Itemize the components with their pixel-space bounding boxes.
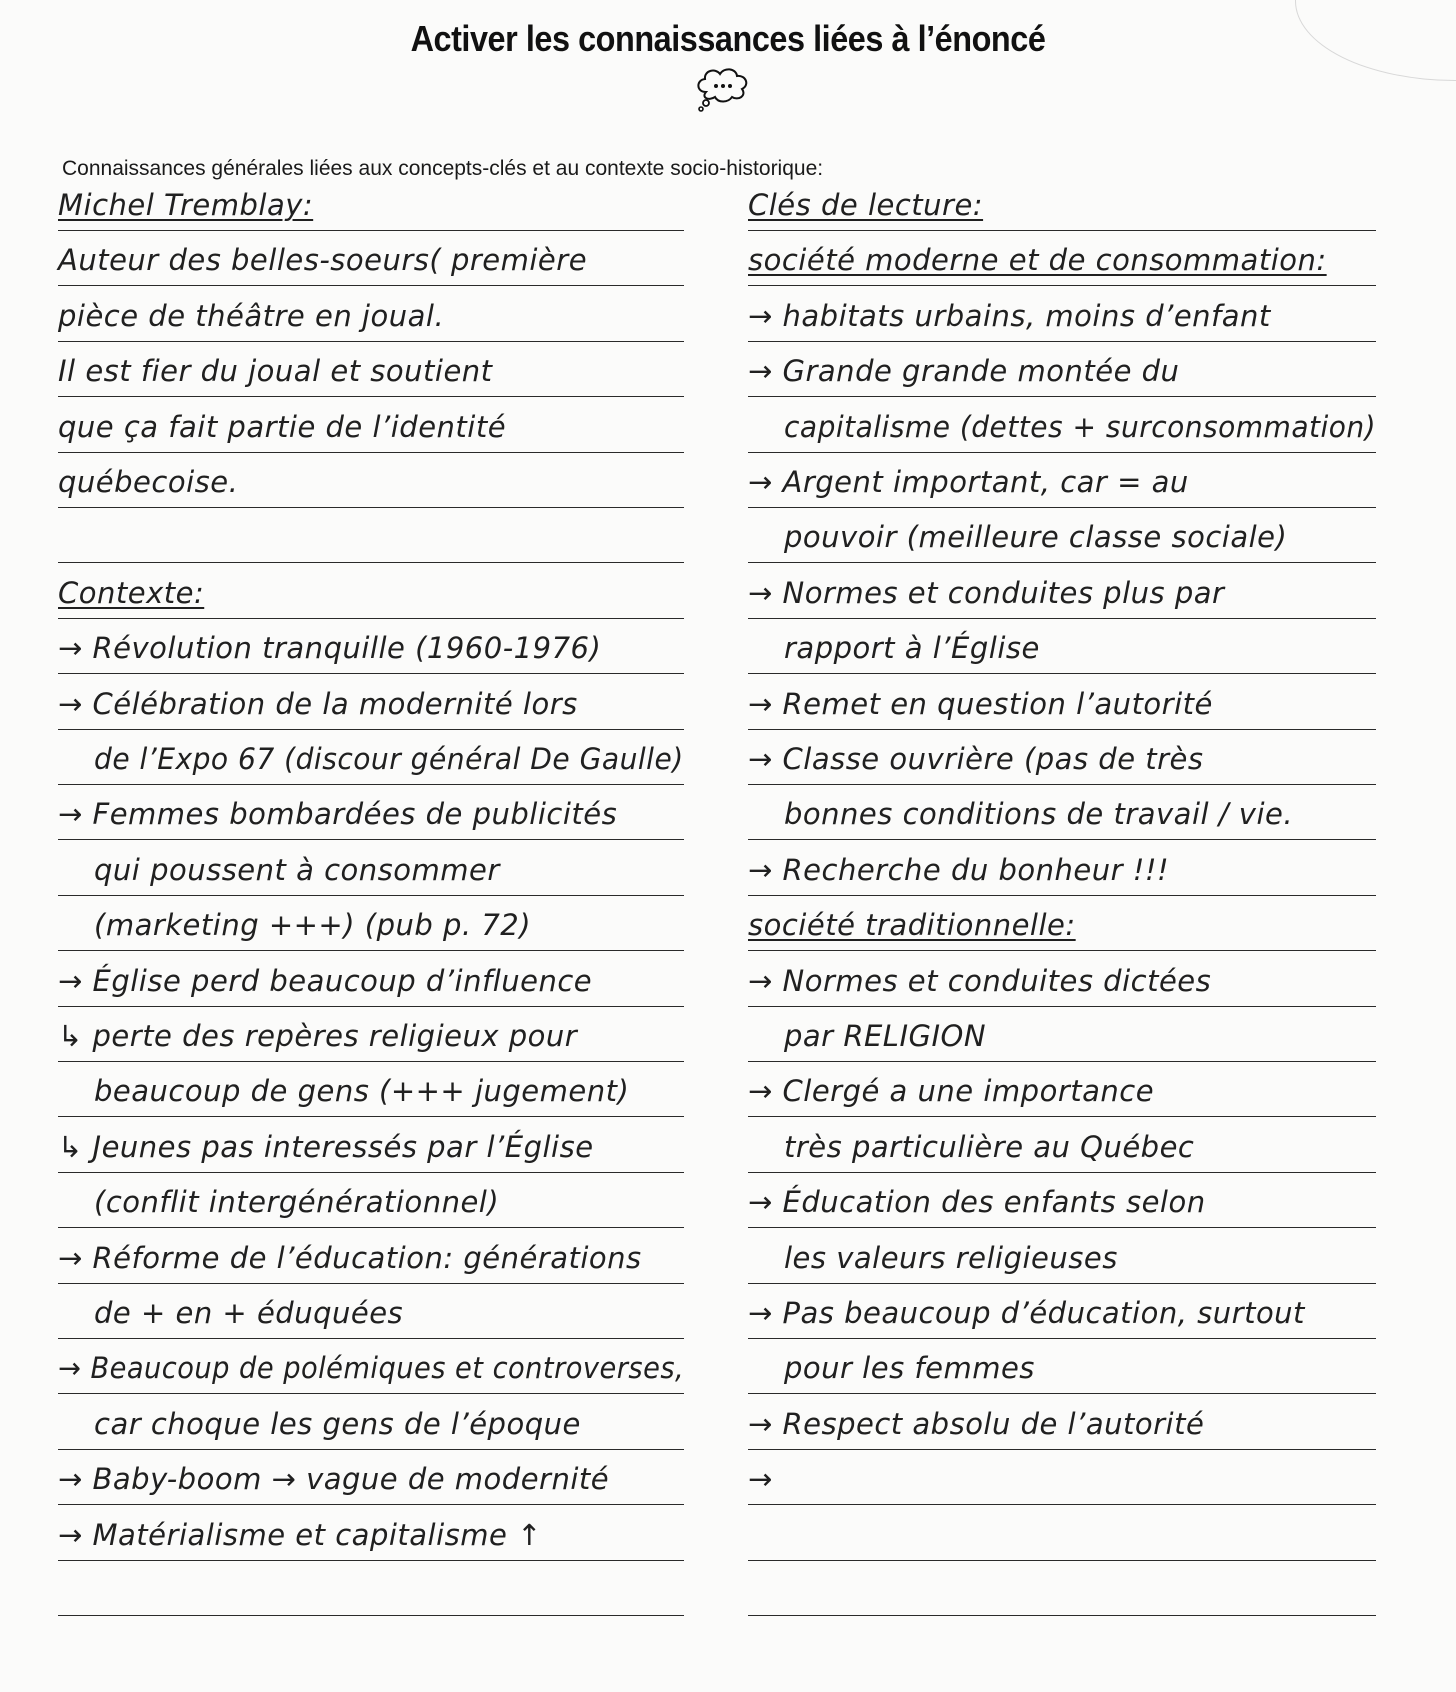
left-handwritten-line: que ça fait partie de l’identité bbox=[58, 409, 507, 444]
ruled-line bbox=[58, 1061, 684, 1062]
right-handwritten-line: → bbox=[748, 1462, 773, 1497]
ruled-line bbox=[58, 341, 684, 342]
right-handwritten-line: capitalisme (dettes + surconsommation) bbox=[784, 409, 1377, 444]
ruled-line bbox=[748, 396, 1376, 397]
ruled-line bbox=[748, 729, 1376, 730]
left-handwritten-line: → Révolution tranquille (1960-1976) bbox=[58, 631, 602, 666]
ruled-line bbox=[748, 618, 1376, 619]
ruled-line bbox=[748, 1338, 1376, 1339]
ruled-line bbox=[58, 1560, 684, 1561]
ruled-line bbox=[748, 452, 1376, 453]
right-handwritten-line: pouvoir (meilleure classe sociale) bbox=[784, 520, 1288, 555]
ruled-line bbox=[748, 507, 1376, 508]
left-handwritten-line: (conflit intergénérationnel) bbox=[94, 1185, 500, 1220]
ruled-line bbox=[58, 507, 684, 508]
ruled-line bbox=[58, 950, 684, 951]
ruled-line bbox=[748, 784, 1376, 785]
ruled-line bbox=[58, 1227, 684, 1228]
left-handwritten-line: de l’Expo 67 (discour général De Gaulle) bbox=[94, 742, 684, 776]
left-handwritten-line: → Beaucoup de polémiques et controverses, bbox=[58, 1351, 685, 1386]
ruled-line bbox=[748, 1449, 1376, 1450]
left-handwritten-line: qui poussent à consommer bbox=[94, 852, 500, 887]
ruled-line bbox=[58, 1283, 684, 1284]
ruled-line bbox=[58, 1615, 684, 1616]
ruled-line bbox=[748, 1172, 1376, 1173]
ruled-line bbox=[748, 1560, 1376, 1561]
left-handwritten-line: ↳ perte des repères religieux pour bbox=[58, 1019, 578, 1053]
ruled-line bbox=[58, 1393, 684, 1394]
right-handwritten-line: pour les femmes bbox=[784, 1351, 1035, 1386]
ruled-line bbox=[748, 1061, 1376, 1062]
right-handwritten-line: → Respect absolu de l’autorité bbox=[748, 1406, 1205, 1441]
right-handwritten-line: les valeurs religieuses bbox=[784, 1240, 1118, 1275]
ruled-line bbox=[58, 1172, 684, 1173]
left-handwritten-line: Auteur des belles-soeurs( première bbox=[58, 243, 588, 278]
ruled-line bbox=[748, 1227, 1376, 1228]
ruled-line bbox=[748, 1615, 1376, 1616]
ruled-line bbox=[748, 839, 1376, 840]
page-title: Activer les connaissances liées à l’énoncé bbox=[410, 18, 1046, 59]
ruled-line bbox=[748, 230, 1376, 231]
left-handwritten-line: → Réforme de l’éducation: générations bbox=[58, 1240, 642, 1275]
ruled-line bbox=[58, 285, 684, 286]
right-handwritten-line: → Normes et conduites dictées bbox=[748, 963, 1212, 998]
left-handwritten-line: → Célébration de la modernité lors bbox=[58, 686, 578, 721]
left-handwritten-line: → Baby-boom → vague de modernité bbox=[58, 1462, 610, 1497]
ruled-line bbox=[748, 1504, 1376, 1505]
ruled-line bbox=[748, 562, 1376, 563]
right-handwritten-line: → Argent important, car = au bbox=[748, 465, 1189, 499]
right-handwritten-line: Clés de lecture: bbox=[748, 188, 984, 222]
right-handwritten-line: société moderne et de consommation: bbox=[748, 243, 1327, 278]
ruled-line bbox=[58, 230, 684, 231]
right-handwritten-line: → Remet en question l’autorité bbox=[748, 686, 1213, 721]
right-handwritten-line: très particulière au Québec bbox=[784, 1129, 1195, 1164]
left-handwritten-line: → Matérialisme et capitalisme ↑ bbox=[58, 1517, 542, 1552]
ruled-line bbox=[58, 562, 684, 563]
ruled-line bbox=[748, 285, 1376, 286]
right-handwritten-line: société traditionnelle: bbox=[748, 908, 1076, 943]
ruled-line bbox=[748, 1116, 1376, 1117]
ruled-line bbox=[58, 1006, 684, 1007]
right-handwritten-line: → Pas beaucoup d’éducation, surtout bbox=[748, 1296, 1305, 1330]
ruled-line bbox=[748, 1006, 1376, 1007]
ruled-line bbox=[58, 452, 684, 453]
thought-bubble-icon bbox=[692, 66, 754, 112]
left-handwritten-line: Contexte: bbox=[58, 575, 205, 610]
ruled-line bbox=[58, 396, 684, 397]
left-handwritten-line: ↳ Jeunes pas interessés par l’Église bbox=[58, 1129, 594, 1164]
left-handwritten-line: québecoise. bbox=[58, 465, 239, 499]
right-handwritten-line: → Classe ouvrière (pas de très bbox=[748, 742, 1204, 776]
left-handwritten-line: beaucoup de gens (+++ jugement) bbox=[94, 1074, 630, 1109]
ruled-line bbox=[58, 1116, 684, 1117]
ruled-line bbox=[58, 1338, 684, 1339]
ruled-line bbox=[58, 618, 684, 619]
ruled-line bbox=[748, 950, 1376, 951]
left-handwritten-line: Michel Tremblay: bbox=[58, 188, 314, 222]
ruled-line bbox=[748, 1283, 1376, 1284]
ruled-line bbox=[58, 673, 684, 674]
left-handwritten-line: → Église perd beaucoup d’influence bbox=[58, 963, 593, 998]
left-handwritten-line: (marketing +++) (pub p. 72) bbox=[94, 908, 532, 943]
right-handwritten-line: → Normes et conduites plus par bbox=[748, 575, 1225, 610]
ruled-line bbox=[748, 1393, 1376, 1394]
right-handwritten-line: rapport à l’Église bbox=[784, 631, 1040, 666]
right-handwritten-line: → habitats urbains, moins d’enfant bbox=[748, 298, 1271, 333]
ruled-line bbox=[58, 784, 684, 785]
ruled-line bbox=[748, 895, 1376, 896]
left-handwritten-line: Il est fier du joual et soutient bbox=[58, 354, 493, 389]
right-handwritten-line: bonnes conditions de travail / vie. bbox=[784, 797, 1294, 832]
ruled-line bbox=[748, 341, 1376, 342]
right-handwritten-line: → Éducation des enfants selon bbox=[748, 1185, 1206, 1220]
left-handwritten-line: → Femmes bombardées de publicités bbox=[58, 797, 618, 832]
right-handwritten-line: → Grande grande montée du bbox=[748, 354, 1180, 389]
right-handwritten-line: → Clergé a une importance bbox=[748, 1074, 1155, 1109]
left-handwritten-line: car choque les gens de l’époque bbox=[94, 1406, 581, 1441]
ruled-line bbox=[58, 1449, 684, 1450]
left-handwritten-line: pièce de théâtre en joual. bbox=[58, 298, 445, 333]
left-handwritten-line: de + en + éduquées bbox=[94, 1296, 404, 1330]
ruled-line bbox=[58, 729, 684, 730]
ruled-line bbox=[58, 895, 684, 896]
right-handwritten-line: par RELIGION bbox=[784, 1019, 987, 1053]
ruled-line bbox=[58, 839, 684, 840]
ruled-line bbox=[748, 673, 1376, 674]
right-handwritten-line: → Recherche du bonheur !!! bbox=[748, 852, 1170, 887]
ruled-line bbox=[58, 1504, 684, 1505]
instructions-subtitle: Connaissances générales liées aux concepts-clés et au contexte socio-historique: bbox=[62, 157, 824, 180]
